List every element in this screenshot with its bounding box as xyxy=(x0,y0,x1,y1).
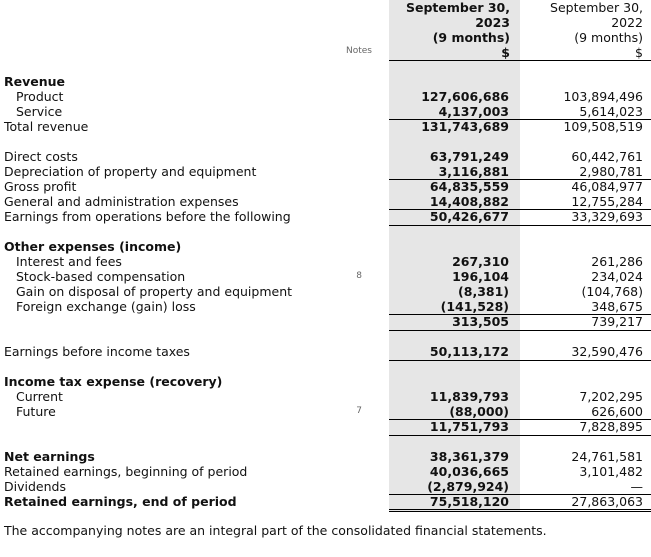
current-period-date: September 30, xyxy=(406,0,510,15)
prior-value: 739,217 xyxy=(591,314,643,329)
current-value: 11,751,793 xyxy=(429,419,509,434)
row-tax-current xyxy=(0,389,651,404)
row-income-tax-total xyxy=(0,419,651,434)
current-value: (2,879,924) xyxy=(427,479,509,494)
prior-value: (104,768) xyxy=(581,284,643,299)
current-period-year: 2023 xyxy=(475,15,510,30)
current-value: 14,408,882 xyxy=(429,194,509,209)
row-earnings-before-taxes xyxy=(0,344,651,359)
row-foreign-exchange xyxy=(0,299,651,314)
row-revenue-heading xyxy=(0,74,651,89)
current-value: (88,000) xyxy=(449,404,509,419)
row-label: Retained earnings, end of period xyxy=(4,494,237,509)
prior-value: 234,024 xyxy=(591,269,643,284)
prior-value: 32,590,476 xyxy=(571,344,643,359)
current-value: 40,036,665 xyxy=(429,464,509,479)
note-reference: 7 xyxy=(356,406,362,416)
row-label: Revenue xyxy=(4,74,66,89)
current-value: 267,310 xyxy=(452,254,509,269)
current-value: 196,104 xyxy=(452,269,509,284)
current-value: 38,361,379 xyxy=(429,449,509,464)
prior-value: 60,442,761 xyxy=(571,149,643,164)
current-value: 4,137,003 xyxy=(438,104,509,119)
prior-period-length: (9 months) xyxy=(574,30,643,45)
prior-value: 626,600 xyxy=(591,404,643,419)
current-value: 50,426,677 xyxy=(429,209,509,224)
footer-note: The accompanying notes are an integral part of the consolidated financial statements. xyxy=(4,523,547,538)
total-double-rule-top xyxy=(389,509,651,510)
subtotal-rule xyxy=(389,330,651,331)
row-other-expenses-heading xyxy=(0,239,651,254)
row-label: Foreign exchange (gain) loss xyxy=(16,299,196,314)
row-product xyxy=(0,89,651,104)
prior-value: 33,329,693 xyxy=(571,209,643,224)
note-reference: 8 xyxy=(356,271,362,281)
row-income-tax-heading xyxy=(0,374,651,389)
row-label: Stock-based compensation xyxy=(16,269,186,284)
current-value: 313,505 xyxy=(452,314,509,329)
row-depreciation xyxy=(0,164,651,179)
prior-period-header xyxy=(520,0,643,60)
prior-value: — xyxy=(630,479,643,494)
row-general-admin xyxy=(0,194,651,209)
row-interest-fees xyxy=(0,254,651,269)
current-value: 127,606,686 xyxy=(421,89,509,104)
row-tax-future xyxy=(0,404,651,419)
prior-value: 7,202,295 xyxy=(579,389,643,404)
prior-value: 12,755,284 xyxy=(571,194,643,209)
prior-period-currency: $ xyxy=(635,45,643,60)
current-value: 3,116,881 xyxy=(438,164,509,179)
current-value: 131,743,689 xyxy=(421,119,509,134)
prior-value: 3,101,482 xyxy=(579,464,643,479)
total-double-rule-bottom xyxy=(389,511,651,512)
row-gain-on-disposal xyxy=(0,284,651,299)
row-retained-earnings-end xyxy=(0,494,651,509)
prior-period-date: September 30, xyxy=(550,0,643,15)
prior-value: 5,614,023 xyxy=(579,104,643,119)
prior-value: 2,980,781 xyxy=(579,164,643,179)
subtotal-rule xyxy=(389,435,651,436)
prior-value: 348,675 xyxy=(591,299,643,314)
header-rule xyxy=(389,60,651,61)
current-value: 64,835,559 xyxy=(429,179,509,194)
current-value: 75,518,120 xyxy=(429,494,509,509)
row-label: Dividends xyxy=(4,479,66,494)
prior-value: 27,863,063 xyxy=(571,494,643,509)
row-dividends xyxy=(0,479,651,494)
prior-value: 103,894,496 xyxy=(563,89,643,104)
current-value: (8,381) xyxy=(458,284,509,299)
row-label: Interest and fees xyxy=(16,254,122,269)
subtotal-rule xyxy=(389,360,651,361)
row-label: Direct costs xyxy=(4,149,78,164)
row-gross-profit xyxy=(0,179,651,194)
row-label: Depreciation of property and equipment xyxy=(4,164,257,179)
current-value: 50,113,172 xyxy=(429,344,509,359)
notes-column-header: Notes xyxy=(346,46,372,56)
row-label: Gross profit xyxy=(4,179,77,194)
row-label: Earnings from operations before the following xyxy=(4,209,291,224)
row-service xyxy=(0,104,651,119)
prior-value: 261,286 xyxy=(591,254,643,269)
row-label: Current xyxy=(16,389,63,404)
row-label: Retained earnings, beginning of period xyxy=(4,464,248,479)
row-label: Product xyxy=(16,89,64,104)
row-label: Earnings before income taxes xyxy=(4,344,190,359)
row-label: General and administration expenses xyxy=(4,194,239,209)
current-value: 11,839,793 xyxy=(429,389,509,404)
row-retained-earnings-beginning xyxy=(0,464,651,479)
prior-value: 24,761,581 xyxy=(571,449,643,464)
row-total-revenue xyxy=(0,119,651,134)
row-stock-based-compensation xyxy=(0,269,651,284)
row-direct-costs xyxy=(0,149,651,164)
row-net-earnings xyxy=(0,449,651,464)
current-period-length: (9 months) xyxy=(432,30,510,45)
subtotal-rule xyxy=(389,225,651,226)
current-period-currency: $ xyxy=(501,45,510,60)
row-label: Total revenue xyxy=(4,119,89,134)
prior-value: 46,084,977 xyxy=(571,179,643,194)
prior-value: 109,508,519 xyxy=(563,119,643,134)
current-value: (141,528) xyxy=(440,299,509,314)
current-value: 63,791,249 xyxy=(429,149,509,164)
row-label: Gain on disposal of property and equipment xyxy=(16,284,293,299)
row-label: Income tax expense (recovery) xyxy=(4,374,223,389)
prior-period-year: 2022 xyxy=(611,15,643,30)
row-other-expenses-total xyxy=(0,314,651,329)
row-label: Net earnings xyxy=(4,449,95,464)
current-period-header xyxy=(389,0,510,60)
row-earnings-from-operations xyxy=(0,209,651,224)
row-label: Future xyxy=(16,404,56,419)
row-label: Other expenses (income) xyxy=(4,239,182,254)
prior-value: 7,828,895 xyxy=(579,419,643,434)
row-label: Service xyxy=(16,104,63,119)
